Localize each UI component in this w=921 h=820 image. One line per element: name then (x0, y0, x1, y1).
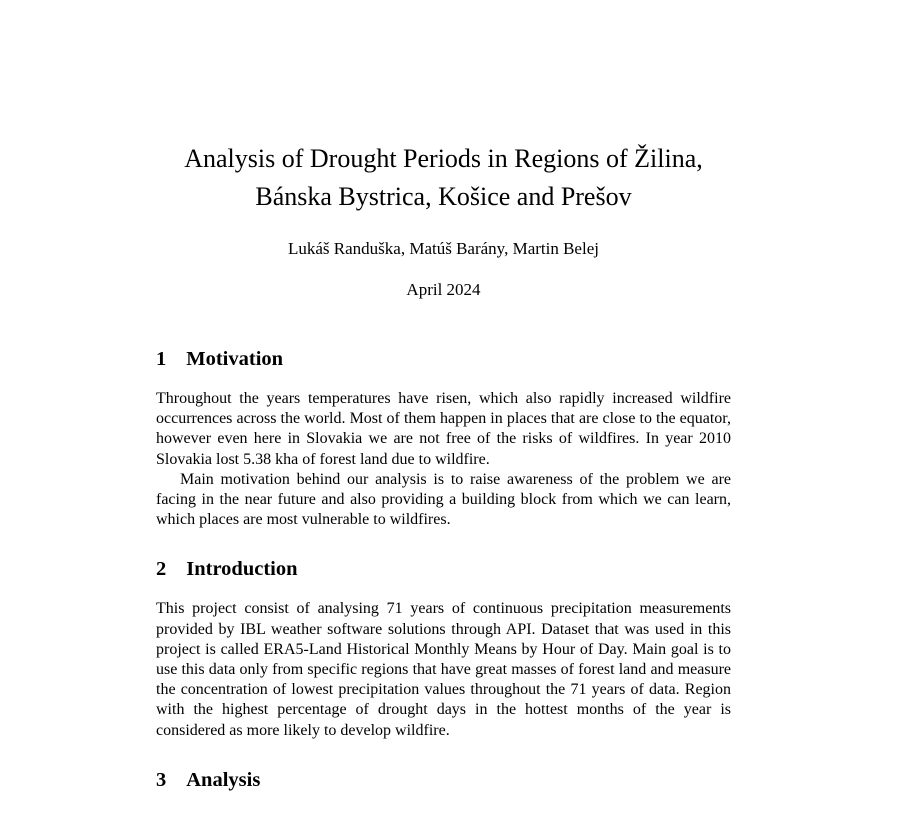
section-heading-motivation (156, 347, 731, 371)
paragraph: Main motivation behind our analysis is to raise awareness of the problem we are facing in the near future and also providing a building block from which we can learn, which places are most vulnerable to wildfires. (156, 470, 731, 529)
paper-authors: Lukáš Randuška, Matúš Barány, Martin Belej (288, 239, 599, 258)
paper-title-line-2: Bánska Bystrica, Košice and Prešov (255, 182, 632, 211)
section-title: Introduction (186, 558, 298, 581)
section-number: 1 (156, 348, 167, 370)
section-number: 3 (156, 768, 167, 791)
paragraph: Throughout the years temperatures have risen, which also rapidly increased wildfire occurrences across the world. Most of them happen in places that are close to the equator, however even here in Slovakia we are not free of the risks of wildfires. In year 2010 Slovakia lost 5.38 kha of forest land due to wildfire. (156, 390, 731, 468)
paper-content (156, 0, 731, 792)
section-heading-introduction (156, 557, 731, 581)
section-heading-analysis (156, 768, 731, 792)
paper-date: April 2024 (406, 280, 481, 299)
section-title: Motivation (186, 348, 284, 370)
section-number: 2 (156, 558, 167, 581)
paragraph: This project consist of analysing 71 years of continuous precipitation measurements provided by IBL weather software solutions through API. Dataset that was used in this project is called ERA5-Land Historical Monthly Means by Hour of Day. Main goal is to use this data only from specific regions that have great masses of forest land and measure the concentration of lowest precipitation values throughout the 71 years of data. Region with the highest percentage of drought days in the hottest months of the year is considered as more likely to develop wildfire. (156, 600, 731, 739)
section-title: Analysis (186, 768, 261, 791)
paper-title-line-1: Analysis of Drought Periods in Regions of Žilina, (184, 144, 703, 173)
paper-title (156, 0, 731, 216)
